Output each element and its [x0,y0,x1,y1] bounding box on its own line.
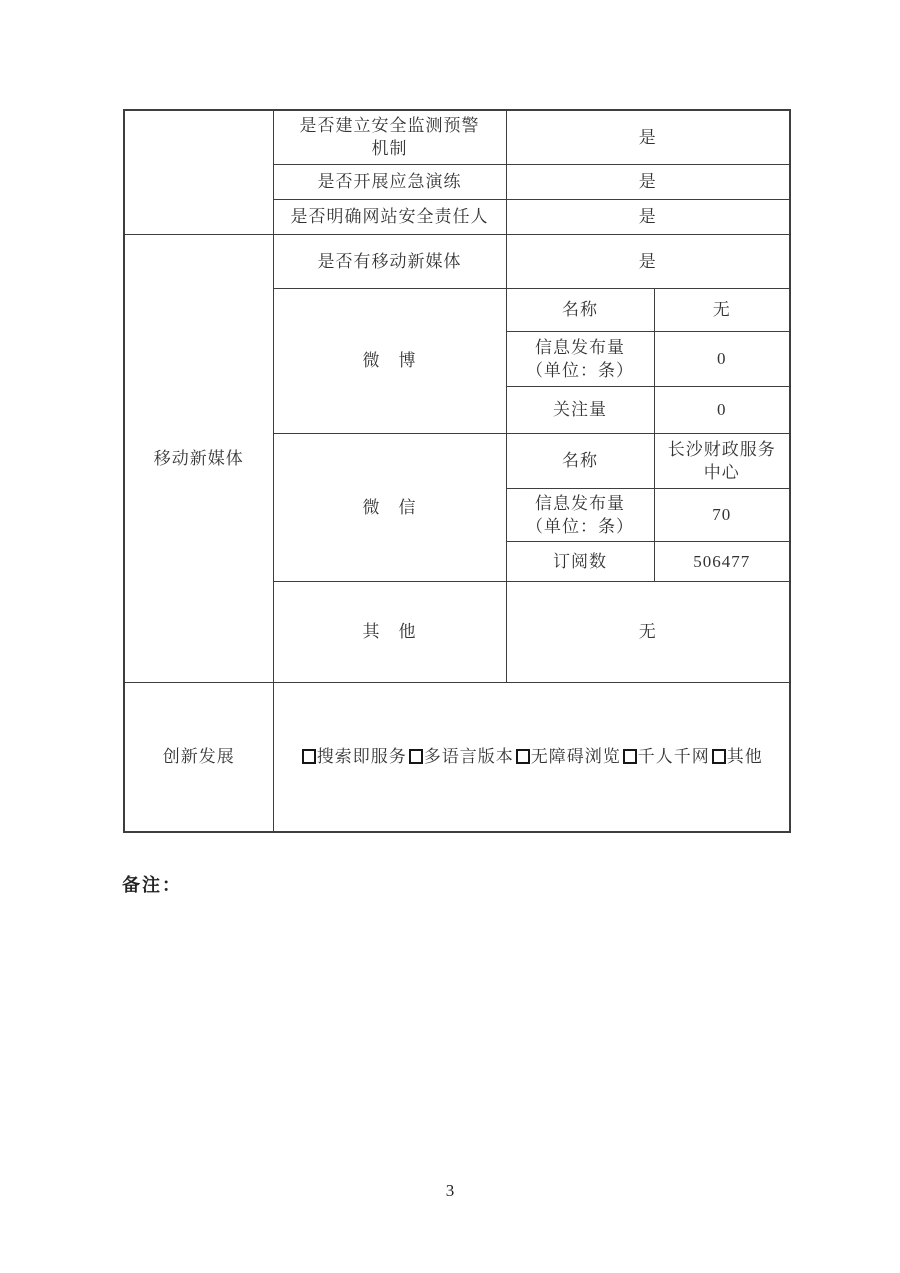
checkbox-icon[interactable] [516,749,530,764]
report-table [123,109,791,833]
innovation-option-label: 其他 [726,747,763,767]
mobile-media-header-cell: 移动新媒体 [124,234,273,682]
weibo-posts-value: 0 [654,331,790,386]
page-number: 3 [445,1181,455,1200]
security-row-value: 是 [506,199,790,234]
wechat-posts-label: 信息发布量 （单位：条） [506,488,654,541]
wechat-subscribers-value: 506477 [654,541,790,581]
wechat-posts-value: 70 [654,488,790,541]
has-mobile-media-label: 是否有移动新媒体 [273,234,506,288]
wechat-name-label: 名称 [506,433,654,488]
weibo-posts-label: 信息发布量 （单位：条） [506,331,654,386]
innovation-option-label: 无障碍浏览 [530,747,621,767]
security-row-label: 是否开展应急演练 [273,164,506,199]
security-section-header-cell [124,110,273,234]
other-media-value: 无 [506,581,790,682]
checkbox-icon[interactable] [623,749,637,764]
innovation-option-label: 多语言版本 [423,747,514,767]
remark-label: 备注： [122,875,182,895]
checkbox-icon[interactable] [712,749,726,764]
weibo-name-label: 名称 [506,288,654,331]
other-media-label: 其 他 [273,581,506,682]
weibo-name-value: 无 [654,288,790,331]
security-row-label: 是否明确网站安全责任人 [273,199,506,234]
innovation-options [273,682,790,832]
innovation-header-cell: 创新发展 [124,682,273,832]
weibo-followers-label: 关注量 [506,386,654,433]
wechat-cell: 微 信 [273,433,506,581]
checkbox-icon[interactable] [409,749,423,764]
innovation-option-label: 搜索即服务 [316,747,407,767]
wechat-name-value: 长沙财政服务 中心 [654,433,790,488]
innovation-option-label: 千人千网 [637,747,710,767]
has-mobile-media-value: 是 [506,234,790,288]
security-row-label: 是否建立安全监测预警 机制 [273,110,506,164]
checkbox-icon[interactable] [302,749,316,764]
security-row-value: 是 [506,110,790,164]
weibo-cell: 微 博 [273,288,506,433]
wechat-subscribers-label: 订阅数 [506,541,654,581]
weibo-followers-value: 0 [654,386,790,433]
security-row-value: 是 [506,164,790,199]
